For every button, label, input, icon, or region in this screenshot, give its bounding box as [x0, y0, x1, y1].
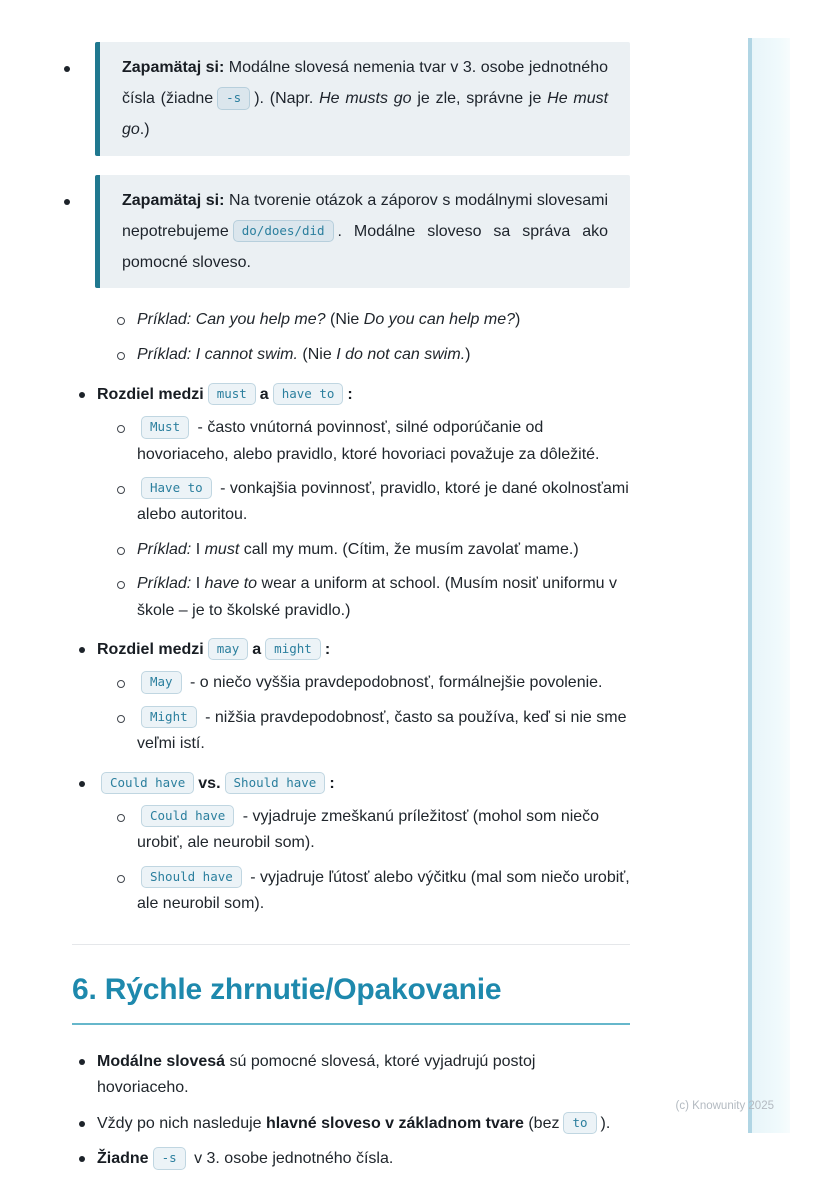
text-span: . Modálne sloveso sa správa ako pomocné sloveso. — [122, 222, 608, 271]
topic-item — [72, 382, 630, 624]
circle-bullet-icon — [117, 547, 125, 555]
summary-item — [72, 1146, 630, 1172]
circle-bullet-icon — [117, 317, 125, 325]
bullet-icon — [79, 392, 85, 398]
text-span: (Nie — [325, 311, 364, 329]
text-span: Zapamätaj si: — [122, 191, 225, 209]
topic-list — [72, 382, 630, 918]
text-span: Príklad: Can you help me? — [137, 311, 326, 329]
text-span: a — [252, 641, 262, 659]
text-span: - o niečo vyššia pravdepodobnosť, formálnejšie povolenie. — [185, 674, 603, 692]
code-chip: might — [265, 638, 321, 660]
text-span: a — [259, 385, 269, 403]
circle-bullet-icon — [117, 814, 125, 822]
code-chip: Should have — [225, 772, 326, 794]
summary-list — [72, 1049, 630, 1173]
code-chip: May — [141, 671, 182, 693]
text-span: Modálne slovesá nemenia tvar v 3. osobe jednotného čísla (žiadne — [122, 59, 609, 108]
example-item — [97, 307, 630, 333]
watermark: (c) Knowunity 2025 — [675, 1100, 774, 1112]
text-span: - vonkajšia povinnosť, pravidlo, ktoré je dané okolnosťami alebo autoritou. — [137, 480, 629, 524]
summary-item — [72, 1049, 630, 1102]
circle-bullet-icon — [117, 425, 125, 433]
text-span: (Nie — [297, 345, 337, 363]
circle-bullet-icon — [117, 715, 125, 723]
bullet-icon — [64, 66, 70, 72]
page-edge-fill — [752, 38, 790, 1133]
code-chip: do/does/did — [233, 220, 334, 242]
text-span: .) — [139, 121, 150, 139]
example-list — [72, 307, 630, 368]
bullet-icon — [79, 647, 85, 653]
text-span: vs. — [198, 774, 221, 792]
code-chip: Must — [141, 416, 189, 438]
callout-list — [72, 42, 630, 288]
topic-title — [72, 637, 630, 663]
callout-box — [95, 175, 630, 289]
topic-sub-list — [97, 415, 630, 624]
text-span: - nižšia pravdepodobnosť, často sa používa, keď si nie sme veľmi istí. — [137, 708, 627, 753]
example-item — [97, 342, 630, 368]
bullet-icon — [79, 1059, 85, 1065]
text-span: Rozdiel medzi — [97, 641, 204, 659]
code-chip: Could have — [101, 772, 194, 794]
text-span: Príklad: — [137, 575, 192, 593]
circle-bullet-icon — [117, 875, 125, 883]
text-span: (bez — [523, 1114, 560, 1132]
text-span: Vždy po nich nasleduje — [97, 1114, 266, 1132]
callout-box — [95, 42, 630, 156]
topic-title — [72, 771, 630, 797]
bullet-icon — [79, 1156, 85, 1162]
topic-sub-item — [97, 415, 630, 468]
text-span: Žiadne — [97, 1150, 149, 1168]
code-chip: Could have — [141, 805, 234, 827]
callout-item — [72, 175, 630, 289]
circle-bullet-icon — [117, 352, 125, 360]
topic-sub-item — [97, 476, 630, 529]
text-span: Príklad: I cannot swim. — [137, 345, 298, 363]
circle-bullet-icon — [117, 581, 125, 589]
code-chip: -s — [153, 1147, 186, 1169]
text-span: Príklad: — [137, 540, 192, 558]
text-span: ). (Napr. — [254, 90, 320, 108]
text-span: must — [204, 540, 240, 558]
text-span: ) — [465, 345, 471, 363]
code-chip: have to — [273, 383, 344, 405]
circle-bullet-icon — [117, 486, 125, 494]
text-span: I — [191, 575, 205, 593]
code-chip: to — [563, 1112, 596, 1134]
text-span: ). — [600, 1114, 611, 1132]
text-span: Do you can help me? — [363, 311, 515, 329]
topic-sub-list — [97, 804, 630, 918]
section-divider — [72, 944, 630, 945]
text-span: He musts go — [319, 90, 412, 108]
text-span: - vyjadruje zmeškanú príležitosť (mohol som niečo urobiť, ale neurobil som). — [137, 807, 600, 852]
text-span: Rozdiel medzi — [97, 385, 204, 403]
topic-sub-item — [97, 705, 630, 758]
circle-bullet-icon — [117, 680, 125, 688]
text-span: call my mum. (Cítim, že musím zavolať mame.) — [239, 540, 579, 558]
topic-sub-item — [97, 670, 630, 696]
text-span: je zle, správne je — [411, 90, 548, 108]
text-span: Na tvorenie otázok a záporov s modálnymi slovesami nepotrebujeme — [122, 191, 609, 240]
text-span: hlavné sloveso v základnom tvare — [266, 1114, 524, 1132]
section-heading: 6. Rýchle zhrnutie/Opakovanie — [72, 971, 630, 1026]
code-chip: may — [208, 638, 249, 660]
text-span: : — [347, 385, 353, 403]
text-span: sú pomocné slovesá, ktoré vyjadrujú postoj hovoriaceho. — [97, 1053, 536, 1097]
code-chip: -s — [217, 87, 250, 109]
text-span: He must go — [122, 90, 609, 139]
topic-item — [72, 637, 630, 758]
text-span: - vyjadruje ľútosť alebo výčitku (mal som niečo urobiť, ale neurobil som). — [137, 868, 630, 913]
text-span: have to — [204, 575, 258, 593]
topic-item — [72, 771, 630, 918]
bullet-icon — [64, 199, 70, 205]
text-span: Modálne slovesá — [97, 1053, 226, 1071]
text-span: v 3. osobe jednotného čísla. — [189, 1150, 394, 1168]
topic-sub-item — [97, 804, 630, 857]
callout-item — [72, 42, 630, 156]
text-span: ) — [514, 311, 521, 329]
text-span: : — [324, 641, 331, 659]
bullet-icon — [79, 1121, 85, 1127]
code-chip: Have to — [141, 477, 212, 499]
topic-sub-item — [97, 537, 630, 563]
topic-title — [72, 382, 630, 408]
code-chip: Might — [141, 706, 197, 728]
text-span: - často vnútorná povinnosť, silné odporúčanie od hovoriaceho, alebo pravidlo, ktoré hovoriaci považuje za dôležité. — [137, 419, 600, 463]
next-page-edge — [748, 38, 790, 1133]
text-span: I — [191, 540, 205, 558]
bullet-icon — [79, 781, 85, 787]
text-span: wear a uniform at school. (Musím nosiť uniformu v škole – je to školské pravidlo.) — [137, 575, 617, 619]
topic-sub-list — [97, 670, 630, 757]
code-chip: must — [208, 383, 256, 405]
text-span: I do not can swim. — [336, 345, 466, 363]
summary-item — [72, 1111, 630, 1137]
text-span: : — [329, 774, 335, 792]
topic-sub-item — [97, 865, 630, 918]
document-content — [72, 42, 630, 1182]
topic-sub-item — [97, 571, 630, 624]
code-chip: Should have — [141, 866, 242, 888]
text-span: Zapamätaj si: — [122, 59, 225, 76]
